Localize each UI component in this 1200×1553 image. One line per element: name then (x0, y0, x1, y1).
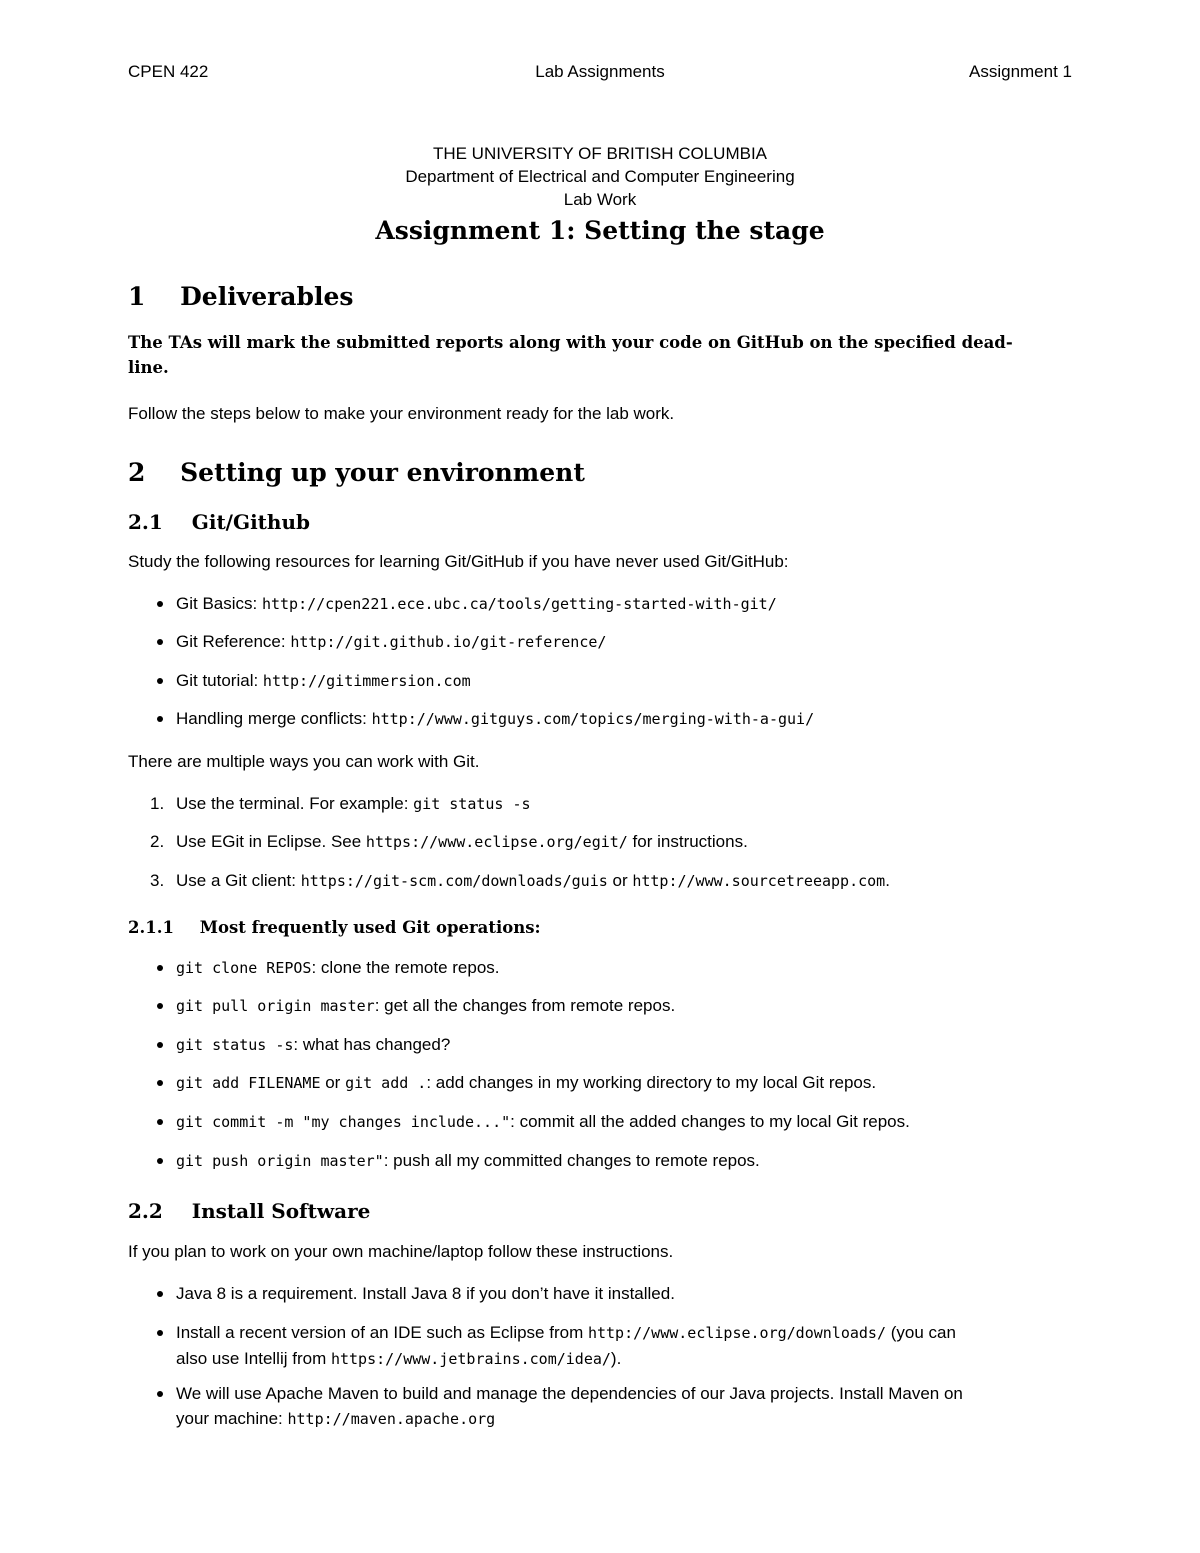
subsection-2-1-heading (128, 510, 1072, 534)
bullet-icon (157, 965, 163, 971)
subsection-title: Install Software (191, 1199, 371, 1223)
header-section: Lab Assignments (535, 62, 665, 81)
section-2-heading (128, 458, 1072, 487)
git-scm-link[interactable]: https://git-scm.com/downloads/guis (300, 872, 608, 890)
deliverables-para: Follow the steps below to make your environment ready for the lab work. (128, 404, 675, 423)
bullet-icon (157, 1330, 163, 1336)
subsection-number: 2.2 (128, 1199, 163, 1223)
subsection-number: 2.1 (128, 510, 163, 534)
subsubsection-title: Most frequently used Git operations: (199, 918, 541, 937)
section-1-heading (128, 282, 1072, 311)
subsubsection-2-1-1-heading (128, 918, 1072, 937)
maven-link[interactable]: http://maven.apache.org (287, 1410, 496, 1428)
bullet-icon (157, 601, 163, 607)
bullet-icon (157, 678, 163, 684)
bullet-icon (157, 1158, 163, 1164)
resource-link[interactable]: http://git.github.io/git-reference/ (290, 633, 607, 651)
bold-note-line1: The TAs will mark the submitted reports along with your code on GitHub on the specified dead- (128, 333, 1013, 352)
bullet-icon (157, 1042, 163, 1048)
bullet-icon (157, 1291, 163, 1297)
deliverables-bold-note (128, 330, 1072, 380)
university-name: THE UNIVERSITY OF BRITISH COLUMBIA (432, 144, 768, 163)
document-page: CPEN 422 Lab Assignments Assignment 1 THE UNIVERSITY OF BRITISH COLUMBIA Department of Electrical and Computer Engineering Lab Work Assignment 1: Setting the stage 1 Deliverables The TAs will mark the submitted reports along with your code on GitHub on the specified dead- line. Follow the steps below to make your environment ready for the lab work. 2 Setting up your environment 2.1 Git/Github Study the following resources for learning Git/GitHub if you have never used Git/GitHub: Git Basics: http://cpen221.ece.ubc.ca/tools/getting-started-with-git/ Git Reference: http://git.github.io/git-reference/ Git tutorial: http://gitimmersion.com Handling merge conflicts: http://www.gitguys.com/topics/merging-with-a-gui/ There are multiple ways you can work with Git. 1. Use the terminal. For example: git status -s 2. Use EGit in Eclipse. See https://www.eclipse.org/egit/ for instructions. 3. Use a Git client: https://git-scm.com/downloads/guis or http://www.sourcetreeapp.com. 2.1.1 Most frequently used Git operations: git clone REPOS: clone the remote repos. git pull origin master: get all the changes from remote repos. git status -s: what has changed? git add FILENAME or git add .: add changes in my working directory to my local Git repos. git commit -m "my changes include...": commit all the added changes to my local Git repos. git push origin master": push all my committed changes to remote repos. 2.2 Install Software If you plan to work on your own machine/laptop follow these instructions. Java 8 is a requirement. Install Java 8 if you don’t have it installed. Install a recent version of an IDE such as Eclipse from http://www.eclipse.org/downloads/ (you can also use Intellij from https://www.jetbrains.com/idea/). We will use Apache Maven to build and manage the dependencies of our Java projects. Install Maven on your machine: http://maven.apache.org (128, 62, 1072, 1428)
header-assignment: Assignment 1 (969, 62, 1072, 81)
bullet-icon (157, 1119, 163, 1125)
bullet-icon (157, 1391, 163, 1397)
running-header (128, 62, 1072, 86)
bullet-icon (157, 1003, 163, 1009)
sourcetree-link[interactable]: http://www.sourcetreeapp.com (632, 872, 886, 890)
resource-link[interactable]: http://cpen221.ece.ubc.ca/tools/getting-started-with-git/ (261, 595, 777, 613)
work-type: Lab Work (563, 190, 637, 209)
page-title: Assignment 1: Setting the stage (375, 216, 825, 245)
bold-note-line2: line. (128, 358, 169, 377)
egit-link[interactable]: https://www.eclipse.org/egit/ (365, 833, 628, 851)
section-number: 2 (128, 458, 146, 487)
resource-link[interactable]: http://www.gitguys.com/topics/merging-with-a-gui/ (371, 710, 815, 728)
bullet-icon (157, 716, 163, 722)
eclipse-download-link[interactable]: http://www.eclipse.org/downloads/ (587, 1324, 886, 1342)
subsection-title: Git/Github (191, 510, 310, 534)
title-block (128, 142, 1072, 211)
section-number: 1 (128, 282, 146, 311)
bullet-icon (157, 1080, 163, 1086)
install-intro: If you plan to work on your own machine/laptop follow these instructions. (128, 1242, 674, 1261)
ways-intro: There are multiple ways you can work with Git. (128, 752, 480, 771)
department-name: Department of Electrical and Computer Engineering (405, 167, 795, 186)
resource-link[interactable]: http://gitimmersion.com (262, 672, 471, 690)
intellij-link[interactable]: https://www.jetbrains.com/idea/ (330, 1350, 611, 1368)
section-title: Deliverables (180, 282, 354, 311)
bullet-icon (157, 639, 163, 645)
header-course: CPEN 422 (128, 62, 209, 81)
git-intro: Study the following resources for learning Git/GitHub if you have never used Git/GitHub: (128, 552, 789, 571)
subsubsection-number: 2.1.1 (128, 918, 174, 937)
subsection-2-2-heading (128, 1199, 1072, 1223)
section-title: Setting up your environment (180, 458, 585, 487)
